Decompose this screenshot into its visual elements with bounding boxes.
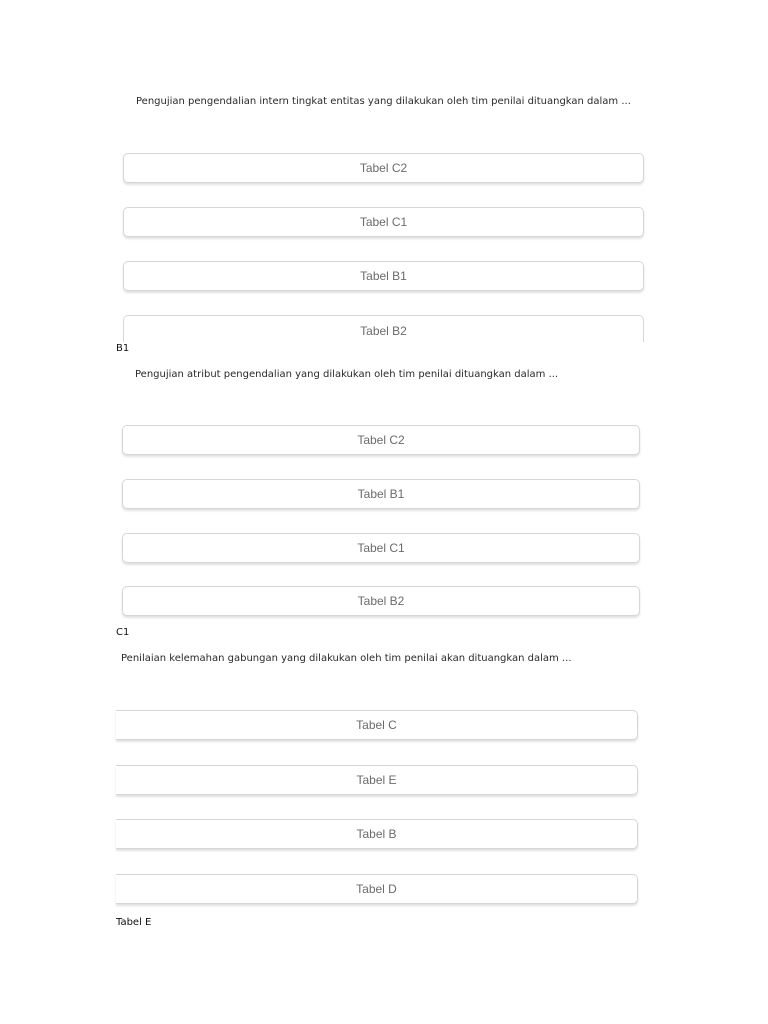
question-2-option-4[interactable]: Tabel B2 bbox=[122, 586, 640, 616]
question-1-option-4[interactable]: Tabel B2 bbox=[123, 315, 644, 342]
question-1-option-3[interactable]: Tabel B1 bbox=[123, 261, 644, 291]
question-3-text: Penilaian kelemahan gabungan yang dilakukan oleh tim penilai akan dituangkan dalam ... bbox=[121, 653, 572, 664]
question-2-text: Pengujian atribut pengendalian yang dilakukan oleh tim penilai dituangkan dalam ... bbox=[135, 369, 559, 380]
question-1-text: Pengujian pengendalian intern tingkat entitas yang dilakukan oleh tim penilai dituangkan dalam ... bbox=[136, 96, 631, 107]
question-3-option-2[interactable]: Tabel E bbox=[116, 765, 638, 795]
question-2-answer: C1 bbox=[116, 627, 130, 638]
question-3-option-4[interactable]: Tabel D bbox=[116, 874, 638, 904]
question-1-option-1[interactable]: Tabel C2 bbox=[123, 153, 644, 183]
question-1-answer: B1 bbox=[116, 343, 130, 354]
question-2-option-3[interactable]: Tabel C1 bbox=[122, 533, 640, 563]
question-3-answer: Tabel E bbox=[116, 917, 152, 928]
question-3-option-3[interactable]: Tabel B bbox=[116, 819, 638, 849]
question-3-option-1[interactable]: Tabel C bbox=[116, 710, 638, 740]
question-2-option-1[interactable]: Tabel C2 bbox=[122, 425, 640, 455]
question-2-option-2[interactable]: Tabel B1 bbox=[122, 479, 640, 509]
question-1-option-2[interactable]: Tabel C1 bbox=[123, 207, 644, 237]
